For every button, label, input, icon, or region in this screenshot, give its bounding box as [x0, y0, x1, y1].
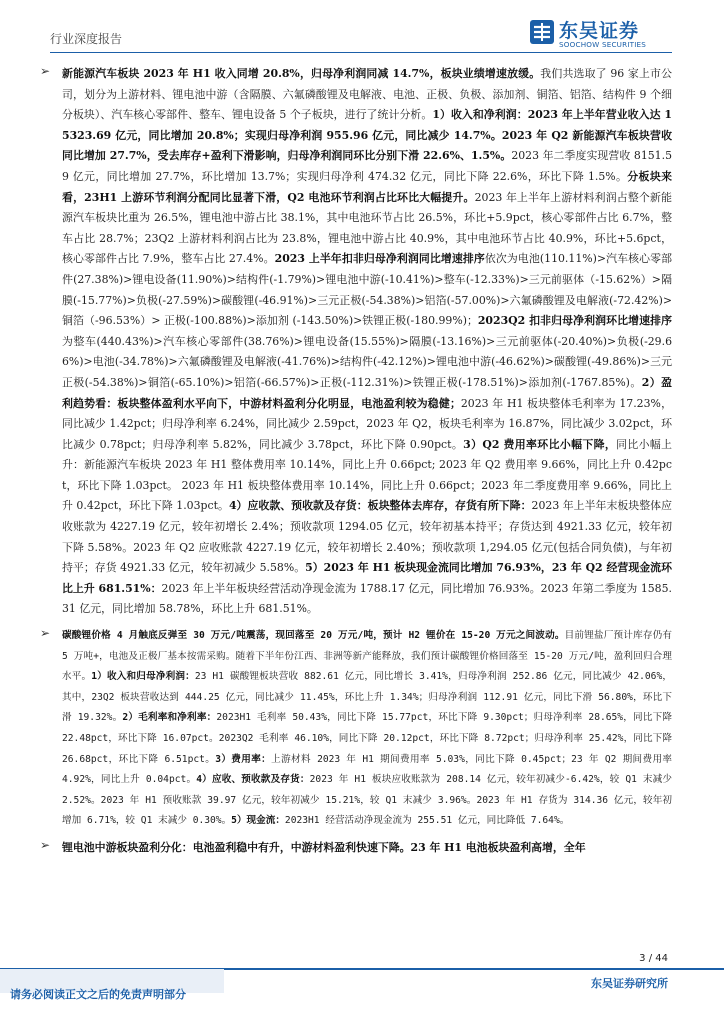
bullet-paragraph — [40, 64, 673, 620]
body-text: 依次为电池(110.11%)>汽车核心零部件(27.38%)>锂电设备(11.90%)>结构件(-1.79%)>锂电池中游(-10.41%)>整车(-12.33%)>三元前驱体（-15.62%）>隔膜(-15.77%)>负极(-27.59%)>碳酸锂(-46.91%)>三元正极(-54.38%)>铝箔(-57.00%)>六氟磷酸锂及电解液(-72.42%)>铜箔（-96.53%）> 正极(-100.88%)>添加剂 (-143.50%)>铁锂正极(-180.99%)； — [62, 252, 672, 328]
paragraph-text — [62, 838, 672, 859]
body-text: 2023 年上半年末板块整体应收账款为 4227.19 亿元，较年初增长 2.4%；预收款项 1294.05 亿元，较年初基本持平；存货达到 4921.33 亿元，较年初下降 5.58%。2023 年 Q2 应收账款 4227.19 亿元，较年初增长 2.40%；预收款项 1,294.05 亿元(包括合同负债)，与年初持平；存货 4921.33 亿元，较年初减少 5.58%。 — [62, 499, 672, 575]
emphasis-text: 3）Q2 费用率环比小幅下降， — [463, 437, 617, 451]
body-text: 2023H1 毛利率 50.43%，同比下降 15.77pct，环比下降 9.30pct；归母净利率 28.65%，同比下降 22.48pct，环比下降 16.07pct。2023Q2 毛利率 46.10%，同比下降 20.12pct，环比下降 8.72pct；归母净利率 25.42%，同比下降 26.68pct，环比下降 6.51pct。 — [62, 712, 672, 765]
logo-mark-icon — [529, 18, 555, 46]
emphasis-text: 5）现金流： — [231, 815, 285, 827]
emphasis-text: 1）收入和归母净利润： — [91, 671, 195, 683]
logo-chinese-name: 东吴证券 — [559, 20, 640, 42]
emphasis-text: 分板块来看，23H1 上游环节利润分配同比显著下滑，Q2 电池环节利润占比环比大幅提升。 — [62, 169, 672, 204]
body-text: 我们共选取了 96 家上市公司，划分为上游材料、锂电池中游（含隔膜、六氟磷酸锂及电解液、电池、正极、负极、添加剂、铜箔、铝箔、结构件 9 个细分板块）、汽车核心零部件、整车、锂电设备 5 个子板块，进行了统计分析。 — [62, 67, 672, 122]
bullet-paragraph — [40, 837, 672, 859]
emphasis-text: 2）毛利率和净利率： — [122, 712, 217, 724]
paragraph-text — [62, 626, 672, 832]
body-text: 2023H1 经营活动净现金流为 255.51 亿元，同比降低 7.64%。 — [284, 815, 570, 827]
body-text: 同比小幅上升：新能源汽车板块 2023 年 H1 整体费用率 10.14%，同比上升 0.66pct; 2023 年 Q2 费用率 9.66%，同比上升 0.42pct，环比下降 1.03pct。 2023 年 H1 板块整体费用率 10.14%，同比上升 0.66pct；2023 年二季度费用率 9.66%，同比上升 0.42pct，环比下降 1.03pct。 — [62, 437, 672, 513]
body-text: 目前锂盐厂预计库存仍有 5 万吨+，电池及正极厂基本按需采购。随着下半年份江西、非洲等新产能释放，我们预计碳酸锂价格回落至 15-20 万元/吨，盈利回归合理水平。 — [62, 630, 672, 683]
institute-name: 东吴证券研究所 — [591, 977, 668, 990]
emphasis-text: 碳酸锂价格 4 月触底反弹至 30 万元/吨震荡，现回落至 20 万元/吨，预计 H2 锂价在 15-20 万元之间波动。 — [62, 630, 565, 642]
emphasis-text: 2）盈利趋势看：板块整体盈利水平向下，中游材料盈利分化明显，电池盈利较为稳健； — [62, 375, 672, 410]
bullet-arrow-icon: ➢ — [40, 64, 51, 78]
emphasis-text: 3）费用率： — [215, 753, 272, 765]
emphasis-text: 2023Q2 扣非归母净利润环比增速排序 — [477, 314, 673, 328]
emphasis-text: 锂电池中游板块盈利分化：电池盈利稳中有升，中游材料盈利快速下降。23 年 H1 电池板块盈利高增，全年 — [62, 840, 586, 854]
emphasis-text: 新能源汽车板块 2023 年 H1 收入同增 20.8%，归母净利润同减 14.7%，板块业绩增速放缓。 — [62, 67, 541, 80]
disclaimer-text: 请务必阅读正文之后的免责声明部分 — [10, 988, 186, 1001]
bullet-paragraph — [40, 626, 673, 832]
header-divider — [50, 52, 672, 53]
logo-english-name: SOOCHOW SECURITIES — [559, 40, 647, 49]
body-text: 2023 年上半年上游材料利润占整个新能源汽车板块比重为 26.5%，锂电池中游占比 38.1%，其中电池环节占比 26.5%，环比+5.9pct，核心零部件占比 6.7%，整车占比 28.7%；23Q2 上游材料利润占比为 23.8%，锂电池中游占比 40.9%，其中电池环节占比 40.9%，环比+5.6pct，核心零部件占比 7.9%，整车占比 27.4%。 — [62, 190, 672, 266]
page-header — [0, 0, 724, 52]
body-text: 2023 年二季度实现营收 8151.59 亿元，同比增加 27.7%，环比增加 13.7%；实现归母净利 474.32 亿元，同比下降 22.6%，环比下降 1.5%。 — [62, 149, 672, 183]
emphasis-text: 5）2023 年 H1 板块现金流同比增加 76.93%，23 年 Q2 经营现金流环比上升 681.51%： — [62, 561, 672, 595]
emphasis-text: 4）应收款、预收款及存货：板块整体去库存，存货有所下降： — [228, 499, 532, 513]
body-text: 为整车(440.43%)>汽车核心零部件(38.76%)>锂电设备(15.55%)>隔膜(-13.16%)>三元前驱体(-20.40%)>负极(-29.66%)>电池(-34.78%)>六氟磷酸锂及电解液(-41.76%)>结构件(-42.12%)>锂电池中游(-46.62%)>碳酸锂(-49.86%)>三元正极(-54.38%)>铜箔(-65.10%)>铝箔(-66.57%)>正极(-112.31%)>铁锂正极(-178.51%)>添加剂(-1767.85%)。 — [62, 334, 672, 389]
body-text: 2023 年 H1 板块整体毛利率为 17.23%，同比减少 1.42pct；归母净利率 6.24%，同比减少 2.59pct，2023 年 Q2，板块毛利率为 16.87%，同比减少 3.02pct，环比减少 0.78pct；归母净利率 5.82%，同比减少 3.78pct，环比下降 0.90pct。 — [62, 396, 672, 451]
disclaimer-box — [0, 969, 230, 1025]
body-text: 上游材料 2023 年 H1 期间费用率 5.03%，同比下降 0.45pct；23 年 Q2 期间费用率 4.92%，同比上升 0.04pct。 — [62, 753, 673, 786]
paragraph-text — [62, 64, 672, 620]
bullet-arrow-icon: ➢ — [40, 837, 51, 852]
report-body — [40, 64, 673, 865]
emphasis-text: 2023 上半年扣非归母净利润同比增速排序 — [274, 252, 485, 266]
page-number: 3 / 44 — [639, 953, 668, 964]
company-logo — [529, 16, 669, 50]
body-text: 23 H1 碳酸锂板块营收 882.61 亿元，同比增长 3.41%，归母净利润 252.86 亿元，同比减少 42.06%，其中，23Q2 板块营收达到 444.25 亿元，同比减少 11.45%，环比上升 1.34%；归母净利润 112.91 亿元，同比下滑 56.80%，环比下滑 19.32%。 — [62, 671, 672, 724]
bullet-arrow-icon: ➢ — [40, 626, 51, 641]
body-text: 2023 年 H1 板块应收账款为 208.14 亿元，较年初减少-6.42%，较 Q1 末减少 2.52%。2023 年 H1 预收账款 39.97 亿元，较年初减少 15.21%，较 Q1 末减少 3.96%。2023 年 H1 存货为 314.36 亿元，较年初增加 6.71%，较 Q1 末减少 0.30%。 — [62, 774, 672, 827]
emphasis-text: 1）收入和净利润：2023 年上半年营业收入达 15323.69 亿元，同比增加 20.8%；实现归母净利润 955.96 亿元，同比减少 14.7%。2023 年 Q2 新能源汽车板块营收同比增加 27.7%，受去库存+盈利下滑影响，归母净利润同环比分别下滑 22.6%、1.5%。 — [62, 108, 672, 163]
document-type-label: 行业深度报告 — [50, 32, 123, 46]
body-text: 2023 年上半年板块经营活动净现金流为 1788.17 亿元，同比增加 76.93%。2023 年第二季度为 1585.31 亿元，同比增加 58.78%，环比上升 681.51%。 — [62, 581, 672, 616]
emphasis-text: 4）应收、预收款及存货： — [196, 774, 310, 786]
